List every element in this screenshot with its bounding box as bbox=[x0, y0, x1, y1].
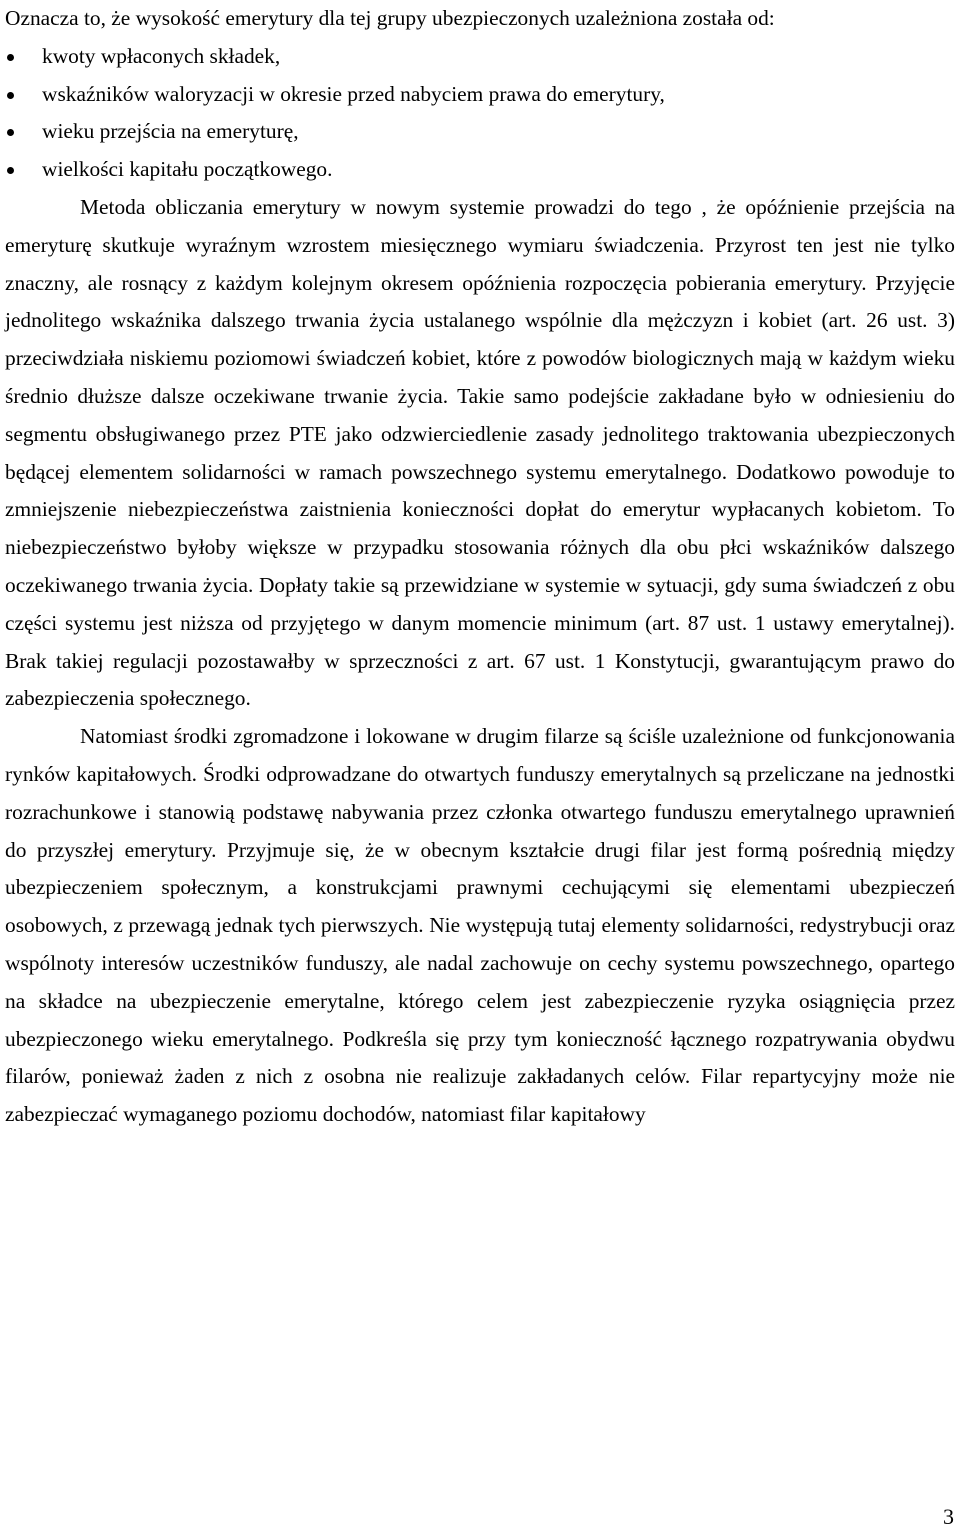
bullet-dot-icon bbox=[7, 92, 14, 99]
list-item bbox=[5, 38, 955, 76]
bullet-dot-icon bbox=[7, 167, 14, 174]
list-item-text: wskaźników waloryzacji w okresie przed nabyciem prawa do emerytury, bbox=[42, 81, 665, 106]
intro-paragraph: Oznacza to, że wysokość emerytury dla tej grupy ubezpieczonych uzależniona została od: bbox=[5, 6, 775, 30]
document-page bbox=[5, 0, 955, 1134]
list-item-text: kwoty wpłaconych składek, bbox=[42, 43, 281, 68]
list-item bbox=[5, 76, 955, 114]
bullet-list bbox=[5, 38, 955, 189]
list-item bbox=[5, 113, 955, 151]
body-paragraph: Natomiast środki zgromadzone i lokowane w drugim filarze są ściśle uzależnione od funkcjonowania rynków kapitałowych. Środki odprowadzane do otwartych funduszy emerytalnych są przeliczane na jednostki rozrachunkowe i stanowią podstawę nabywania przez członka otwartego funduszu emerytalnego uprawnień do przyszłej emerytury. Przyjmuje się, że w obecnym kształcie drugi filar jest formą pośrednią między ubezpieczeniem społecznym, a konstrukcjami prawnymi cechującymi się elementami ubezpieczeń osobowych, z przewagą jednak tych pierwszych. Nie występują tutaj elementy solidarności, redystrybucji oraz wspólnoty interesów uczestników funduszy, ale nadal zachowuje on cechy systemu powszechnego, opartego na składce na ubezpieczenie emerytalne, którego celem jest zabezpieczenie ryzyka osiągnięcia przez ubezpieczonego wieku emerytalnego. Podkreśla się przy tym konieczność łącznego rozpatrywania obydwu filarów, ponieważ żaden z nich z osobna nie realizuje zakładanych celów. Filar repartycyjny może nie zabezpieczać wymaganego poziomu dochodów, natomiast filar kapitałowy bbox=[5, 724, 955, 1127]
list-item bbox=[5, 151, 955, 189]
bullet-dot-icon bbox=[7, 129, 14, 136]
page-number: 3 bbox=[943, 1504, 954, 1529]
body-paragraph: Metoda obliczania emerytury w nowym systemie prowadzi do tego , że opóźnienie przejścia na emeryturę skutkuje wyraźnym wzrostem miesięcznego wymiaru świadczenia. Przyrost ten jest nie tylko znaczny, ale rosnący z każdym kolejnym okresem opóźnienia rozpoczęcia pobierania emerytury. Przyjęcie jednolitego wskaźnika dalszego trwania życia ustalanego wspólnie dla mężczyzn i kobiet (art. 26 ust. 3) przeciwdziała niskiemu poziomowi świadczeń kobiet, które z powodów biologicznych mają w każdym wieku średnio dłuższe dalsze oczekiwane trwanie życia. Takie samo podejście zakładane było w odniesieniu do segmentu obsługiwanego przez PTE jako odzwierciedlenie zasady jednolitego traktowania ubezpieczonych będącej elementem solidarności w ramach powszechnego systemu emerytalnego. Dodatkowo powoduje to zmniejszenie niebezpieczeństwa zaistnienia konieczności dopłat do emerytur wypłacanych kobietom. To niebezpieczeństwo byłoby większe w przypadku stosowania różnych dla obu płci wskaźników dalszego oczekiwanego trwania życia. Dopłaty takie są przewidziane w systemie w sytuacji, gdy suma świadczeń z obu części systemu jest niższa od przyjętego w danym momencie minimum (art. 87 ust. 1 ustawy emerytalnej). Brak takiej regulacji pozostawałby w sprzeczności z art. 67 ust. 1 Konstytucji, gwarantującym prawo do zabezpieczenia społecznego. bbox=[5, 194, 955, 711]
list-item-text: wielkości kapitału początkowego. bbox=[42, 157, 333, 182]
list-item-text: wieku przejścia na emeryturę, bbox=[42, 119, 299, 144]
bullet-dot-icon bbox=[7, 54, 14, 61]
